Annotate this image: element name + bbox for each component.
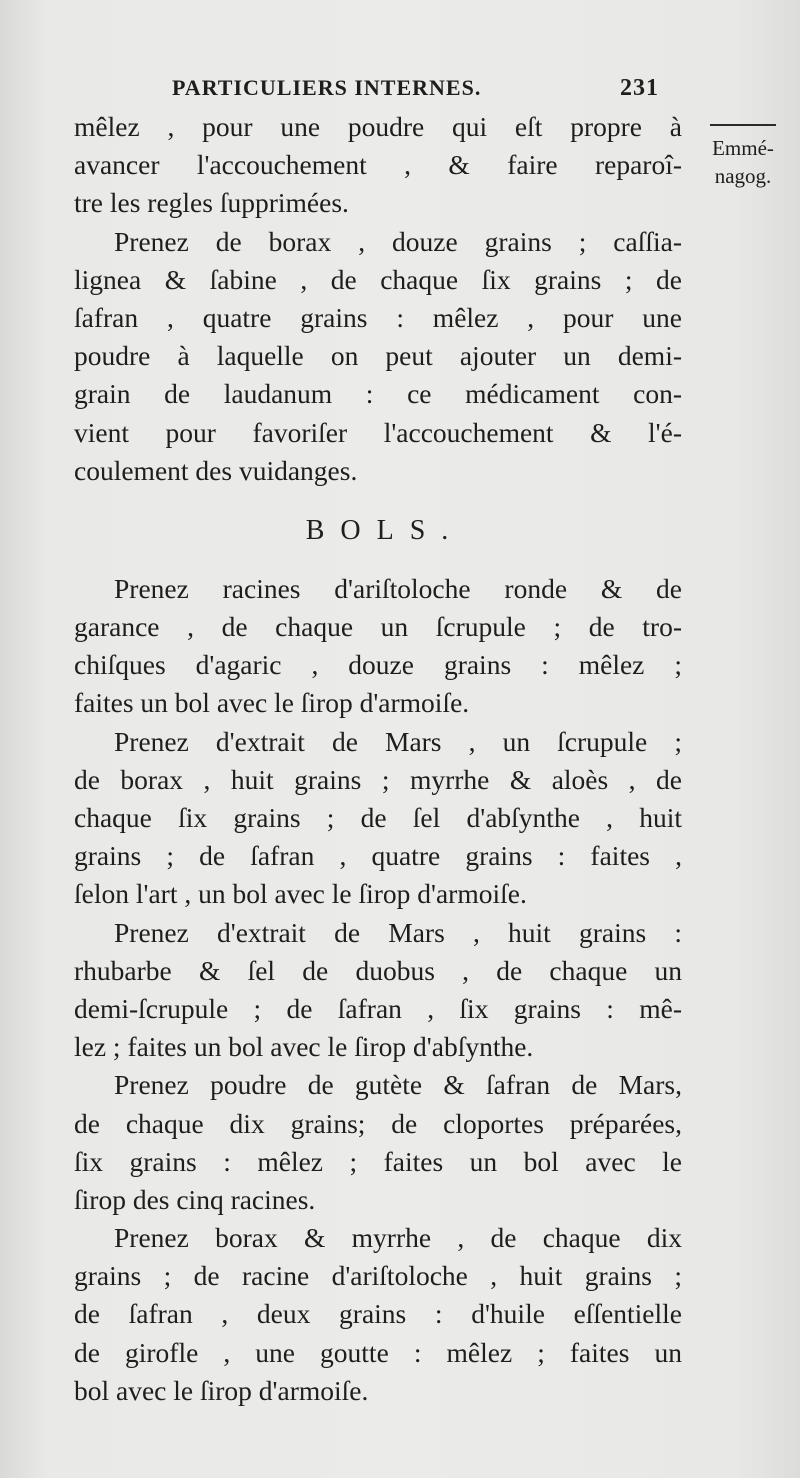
- text-line: lez ; faites un bol avec le ſirop d'abſynthe.: [74, 1031, 534, 1063]
- text-line: garance , de chaque un ſcrupule ; de tro-: [74, 611, 682, 643]
- text-line: de ſafran , deux grains : d'huile eſſentielle: [74, 1298, 682, 1330]
- text-line: Prenez de borax , douze grains ; caſſia-: [114, 225, 682, 257]
- text-line: poudre à laquelle on peut ajouter un demi-: [74, 340, 682, 372]
- spacer: [74, 490, 682, 500]
- page-number: 231: [620, 75, 659, 101]
- text-line: grains ; de racine d'ariſtoloche , huit grains ;: [74, 1260, 682, 1292]
- text-line: tre les regles ſupprimées.: [74, 187, 349, 219]
- margin-note-line: nagog.: [714, 164, 772, 188]
- text-line: demi-ſcrupule ; de ſafran , ſix grains : mê-: [74, 992, 682, 1024]
- text-line: vient pour favoriſer l'accouchement & l'é-: [74, 416, 682, 448]
- text-line: chiſques d'agaric , douze grains : mêlez ;: [74, 649, 682, 681]
- text-line: coulement des vuidanges.: [74, 454, 358, 486]
- margin-rule: [710, 124, 776, 126]
- running-title: PARTICULIERS INTERNES.: [172, 75, 482, 100]
- text-line: avancer l'accouchement , & faire reparoî-: [74, 149, 682, 181]
- margin-note-line: Emmé-: [712, 136, 774, 160]
- text-line: grain de laudanum : ce médicament con-: [74, 378, 682, 410]
- text-line: Prenez d'extrait de Mars , un ſcrupule ;: [114, 725, 682, 757]
- text-line: chaque ſix grains ; de ſel d'abſynthe , huit: [74, 802, 682, 833]
- text-line: de girofle , une goutte : mêlez ; faites un: [74, 1336, 682, 1368]
- text-line: bol avec le ſirop d'armoiſe.: [74, 1374, 369, 1406]
- text-line: faites un bol avec le ſirop d'armoiſe.: [74, 687, 470, 719]
- text-line: de chaque dix grains; de cloportes préparées,: [74, 1107, 682, 1139]
- text-line: ſelon l'art , un bol avec le ſirop d'armoiſe.: [74, 878, 527, 910]
- text-line: ſirop des cinq racines.: [74, 1183, 316, 1215]
- text-line: ſafran , quatre grains : mêlez , pour une: [74, 301, 682, 333]
- text-line: rhubarbe & ſel de duobus , de chaque un: [74, 954, 682, 986]
- running-head: [172, 75, 692, 107]
- margin-note: [686, 124, 800, 190]
- text-line: de borax , huit grains ; myrrhe & aloès , de: [74, 763, 682, 795]
- text-line: Prenez poudre de gutète & ſafran de Mars,: [114, 1069, 682, 1101]
- text-line: lignea & ſabine , de chaque ſix grains ; de: [74, 263, 682, 295]
- text-line: Prenez d'extrait de Mars , huit grains :: [114, 916, 682, 948]
- text-line: Prenez borax & myrrhe , de chaque dix: [114, 1222, 682, 1254]
- text-line: ſix grains : mêlez ; faites un bol avec le: [74, 1145, 682, 1177]
- text-line: mêlez , pour une poudre qui eſt propre à: [74, 111, 682, 142]
- spacer: [74, 562, 682, 570]
- text-line: Prenez racines d'ariſtoloche ronde & de: [114, 572, 682, 604]
- section-heading: BOLS.: [305, 514, 465, 546]
- main-text: [74, 108, 682, 1410]
- text-line: grains ; de ſafran , quatre grains : faites ,: [74, 840, 682, 872]
